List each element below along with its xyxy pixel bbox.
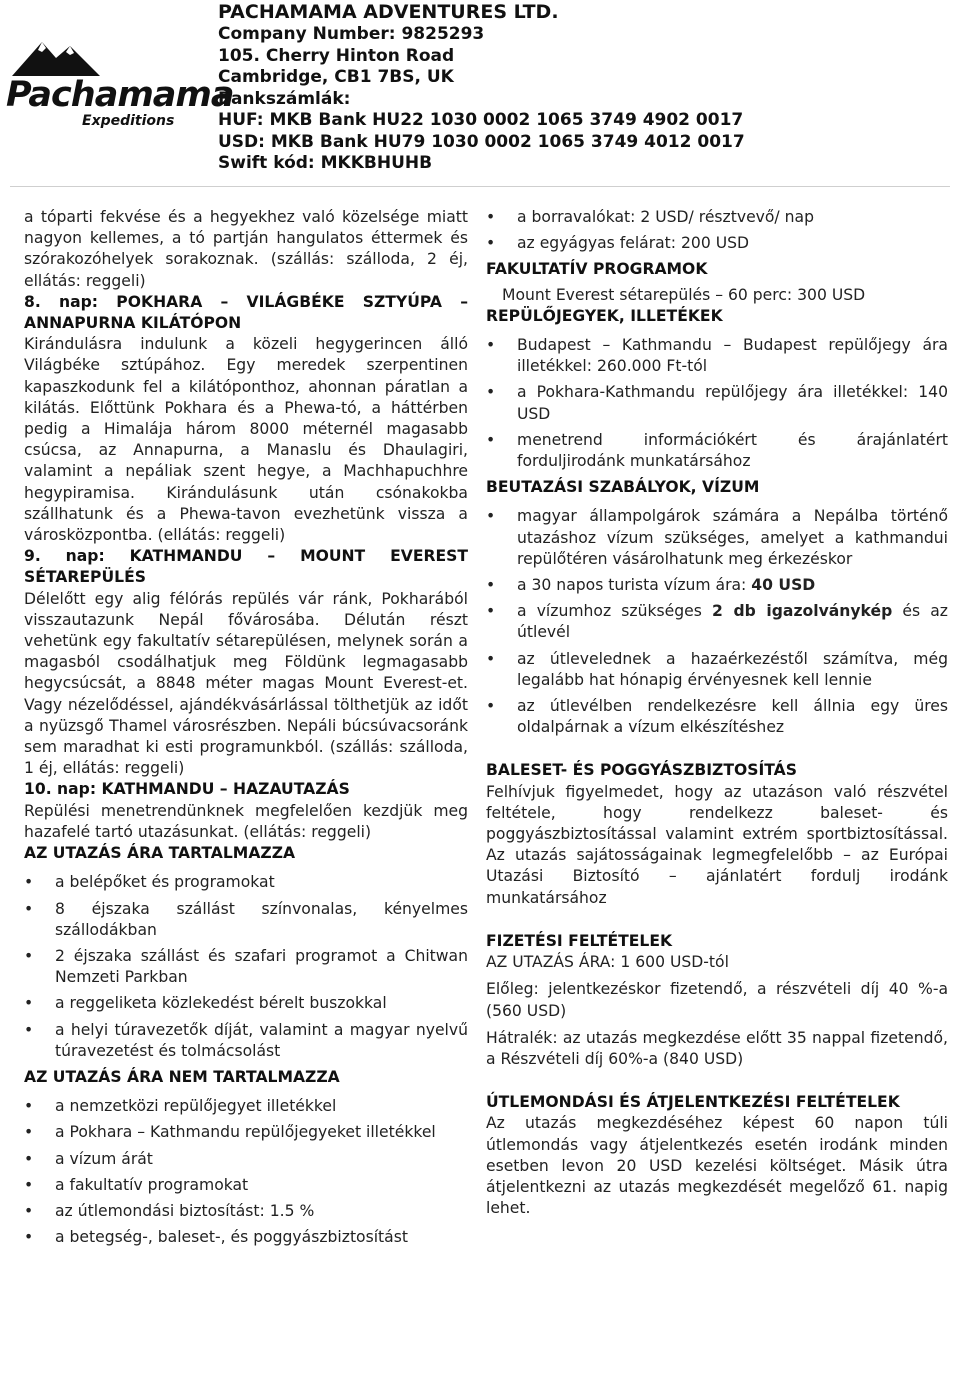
company-number: Company Number: 9825293 (218, 24, 485, 44)
list-item: • a vízum árát (24, 1149, 468, 1170)
payment-balance: Hátralék: az utazás megkezdése előtt 35 nappal fizetendő, a Részvételi díj 60%-a (840 USD) (486, 1028, 948, 1068)
included-heading: AZ UTAZÁS ÁRA TARTALMAZZA (24, 844, 296, 863)
payment-deposit: Előleg: jelentkezéskor fizetendő, a részvételi díj 40 %-a (560 USD) (486, 980, 948, 1020)
list-item: • a Pokhara – Kathmandu repülőjegyeket illetékkel (24, 1122, 468, 1143)
flights-list (486, 335, 948, 472)
list-item: • a Pokhara-Kathmandu repülőjegy ára illetékkel: 140 USD (486, 382, 948, 424)
list-item: • a fakultatív programokat (24, 1175, 468, 1196)
list-item: • a reggeliketa közlekedést bérelt buszokkal (24, 993, 468, 1014)
excluded-list (24, 1096, 468, 1248)
left-column (24, 207, 468, 1253)
svg-text:Pachamama: Pachamama (6, 75, 234, 115)
excluded-heading: AZ UTAZÁS ÁRA NEM TARTALMAZZA (24, 1067, 340, 1086)
list-item: • az útlemondási biztosítást: 1.5 % (24, 1201, 468, 1222)
address-line-1: 105. Cherry Hinton Road (218, 45, 455, 66)
list-item: • a nemzetközi repülőjegyet illetékkel (24, 1096, 468, 1117)
svg-text:Expeditions: Expeditions (82, 113, 175, 129)
insurance-heading: BALESET- ÉS POGGYÁSZBIZTOSÍTÁS (486, 761, 797, 780)
payment-price: AZ UTAZÁS ÁRA: 1 600 USD-tól (486, 953, 729, 972)
address-line-2: Cambridge, CB1 7BS, UK (218, 67, 454, 87)
day10-heading: 10. nap: KATHMANDU – HAZAUTAZÁS (24, 780, 350, 799)
cancellation-heading: ÚTLEMONDÁSI ÉS ÁTJELENTKEZÉSI FELTÉTELEK (486, 1093, 900, 1112)
included-list (24, 872, 468, 1062)
optional-programs-heading: FAKULTATÍV PROGRAMOK (486, 260, 708, 279)
company-info (218, 0, 745, 175)
list-item: • a helyi túravezetők díját, valamint a magyar nyelvű túravezetést és tolmácsolást (24, 1020, 468, 1062)
list-item: • a 30 napos turista vízum ára: 40 USD (486, 575, 948, 596)
day9-text: Délelőtt egy alig félórás repülés vár ránk, Pokharából visszautazunk Nepál fővárosába. Délután részt vehetünk egy fakultatív sétarepülésen, melynek során a magasból csodálhatjuk meg Földünk legmagasabb hegycsúcsát, a 8848 méter magas Mount Everest-et. Vagy nézelődéssel, ajándékvásárlással tölthetjük az időt a nyüzsgő Thamel városrészben. Nepáli búcsúvacsoránk sem maradhat ki esti programunkból. (szállás: szálloda, 1 éj, ellátás: reggeli) (24, 589, 468, 778)
header-divider (10, 186, 950, 187)
right-column (486, 207, 948, 1219)
pachamama-logo (4, 36, 234, 129)
visa-heading: BEUTAZÁSI SZABÁLYOK, VÍZUM (486, 478, 760, 497)
payment-heading: FIZETÉSI FELTÉTELEK (486, 931, 673, 950)
list-item: • 8 éjszaka szállást színvonalas, kényelmes szállodákban (24, 899, 468, 941)
list-item: • 2 éjszaka szállást és szafari programot a Chitwan Nemzeti Parkban (24, 946, 468, 988)
extras-list (486, 207, 948, 254)
company-name: PACHAMAMA ADVENTURES LTD. (218, 1, 559, 23)
list-item: • menetrend információkért és árajánlatért forduljirodánk munkatársához (486, 430, 948, 472)
visa-list (486, 506, 948, 738)
list-item: • az egyágyas felárat: 200 USD (486, 233, 948, 254)
day9-heading: 9. nap: KATHMANDU – MOUNT EVEREST SÉTAREPÜLÉS (24, 547, 468, 587)
bank-label: Bankszámlák: (218, 88, 351, 109)
flights-heading: REPÜLŐJEGYEK, ILLETÉKEK (486, 306, 723, 325)
list-item: • a betegség-, baleset-, és poggyászbiztosítást (24, 1227, 468, 1248)
letterhead (0, 0, 960, 188)
list-item: • az útlevélben rendelkezésre kell állnia egy üres oldalpárnak a vízum elkészítéshez (486, 696, 948, 738)
list-item: • a borravalókat: 2 USD/ résztvevő/ nap (486, 207, 948, 228)
day10-text: Repülési menetrendünknek megfelelően kezdjük meg hazafelé tartó utazásunkat. (ellátás: reggeli) (24, 801, 468, 841)
swift-code: Swift kód: MKKBHUHB (218, 153, 433, 173)
huf-account: HUF: MKB Bank HU22 1030 0002 1065 3749 4902 0017 (218, 110, 744, 130)
insurance-text: Felhívjuk figyelmedet, hogy az utazáson való részvétel feltétele, hogy rendelkezz baleset- és poggyászbiztosítással valamint extrém sportbiztosítással. Az utazás sajátosságainak legmegfelelőbb – az Európai Utazási Biztosító – ajánlatért fordulj irodánk munkatársához (486, 782, 948, 907)
optional-programs-text: Mount Everest sétarepülés – 60 perc: 300 USD (502, 285, 866, 304)
list-item: • a vízumhoz szükséges 2 db igazolványkép és az útlevél (486, 601, 948, 643)
intro-paragraph: a tóparti fekvése és a hegyekhez való közelsége miatt nagyon kellemes, a tó partján hangulatos éttermek és szórakozóhelyek sorakoznak. (szállás: szálloda, 2 éj, ellátás: reggeli) (24, 208, 468, 290)
list-item: • az útlevelednek a hazaérkezéstől számítva, még legalább hat hónapig érvényesnek kell lennie (486, 649, 948, 691)
list-item: • magyar állampolgárok számára a Nepálba történő utazáshoz vízum szükséges, amelyet a kathmandui repülőtéren vásárolhatunk meg érkezéskor (486, 506, 948, 570)
list-item: • a belépőket és programokat (24, 872, 468, 893)
cancellation-text: Az utazás megkezdéséhez képest 60 napon túli útlemondás vagy átjelentkezés esetén irodánk minden esetben levon 20 USD kezelési költséget. Másik útra átjelentkezni az utazás megkezdését megelőző 61. napig lehet. (486, 1114, 948, 1218)
day8-text: Kirándulásra indulunk a közeli hegygerincen álló Világbéke sztúpához. Egy meredek szerpentinen kapaszkodunk fel a kilátóponthoz, ahonnan páratlan a kilátás. Előttünk Pokhara és a Phewa-tó, a háttérben pedig a Himalája három 8000 méternél magasabb csúcsa, az Annapurna, a Manaslu és Dhaulagiri, valamint a nepáliak szent hegye, a Machhapuchhre hegypiramisa. Kirándulásunk után csónakokba szállhatunk és a Phewa-tavon evezhetünk vissza a városközpontba. (ellátás: reggeli) (24, 335, 468, 545)
list-item: • Budapest – Kathmandu – Budapest repülőjegy ára illetékkel: 260.000 Ft-tól (486, 335, 948, 377)
day8-heading: 8. nap: POKHARA – VILÁGBÉKE SZTYÚPA – ANNAPURNA KILÁTÓPON (24, 292, 468, 333)
usd-account: USD: MKB Bank HU79 1030 0002 1065 3749 4012 0017 (218, 131, 745, 152)
